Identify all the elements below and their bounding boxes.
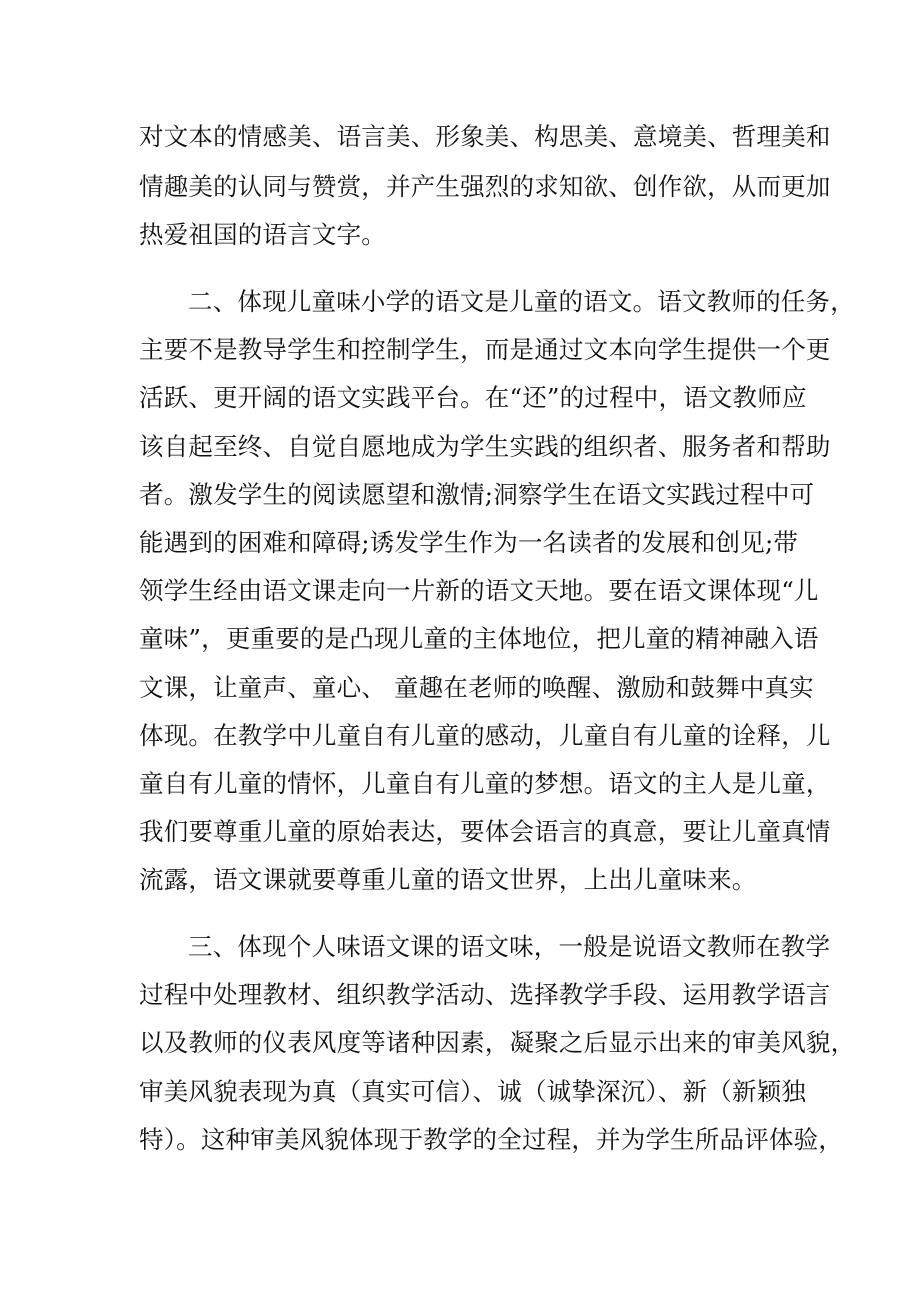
text-line: 童自有儿童的情怀，儿童自有儿童的梦想。语文的主人是儿童， (139, 769, 831, 798)
text-line: 以及教师的仪表风度等诸种因素，凝聚之后显示出来的审美风貌， (139, 1028, 856, 1057)
text-line: 者。激发学生的阅读愿望和激情;洞察学生在语文实践过程中可 (139, 480, 815, 509)
text-line: 二、体现儿童味小学的语文是儿童的语文。语文教师的任务， (188, 287, 855, 316)
text-line: 主要不是教导学生和控制学生，而是通过文本向学生提供一个更 (139, 335, 831, 364)
text-line: 活跃、更开阔的语文实践平台。在“还”的过程中，语文教师应 (139, 383, 807, 412)
text-line: 领学生经由语文课走向一片新的语文天地。要在语文课体现“儿 (139, 576, 819, 605)
text-line: 该自起至终、自觉自愿地成为学生实践的组织者、服务者和帮助 (139, 432, 831, 461)
text-line: 能遇到的困难和障碍;诱发学生作为一名读者的发展和创见;带 (139, 528, 799, 557)
text-line: 对文本的情感美、语言美、形象美、构思美、意境美、哲理美和 (139, 122, 831, 151)
text-line: 体现。在教学中儿童自有儿童的感动，儿童自有儿童的诠释，儿 (139, 721, 831, 750)
text-line: 情趣美的认同与赞赏，并产生强烈的求知欲、创作欲，从而更加 (139, 172, 831, 201)
text-line: 审美风貌表现为真（真实可信）、诚（诚挚深沉）、新（新颖独 (139, 1077, 807, 1106)
text-line: 特）。这种审美风貌体现于教学的全过程，并为学生所品评体验， (139, 1125, 844, 1154)
text-line: 热爱祖国的语言文字。 (139, 220, 386, 249)
text-line: 三、体现个人味语文课的语文味，一般是说语文教师在教学 (188, 932, 831, 961)
text-line: 文课，让童声、童心、 童趣在老师的唤醒、激励和鼓舞中真实 (139, 673, 814, 702)
text-line: 我们要尊重儿童的原始表达，要体会语言的真意，要让儿童真情 (139, 817, 831, 846)
text-line: 流露，语文课就要尊重儿童的语文世界，上出儿童味来。 (139, 865, 757, 894)
text-line: 过程中处理教材、组织教学活动、选择教学手段、运用教学语言 (139, 980, 831, 1009)
text-line: 童味”，更重要的是凸现儿童的主体地位，把儿童的精神融入语 (139, 624, 819, 653)
